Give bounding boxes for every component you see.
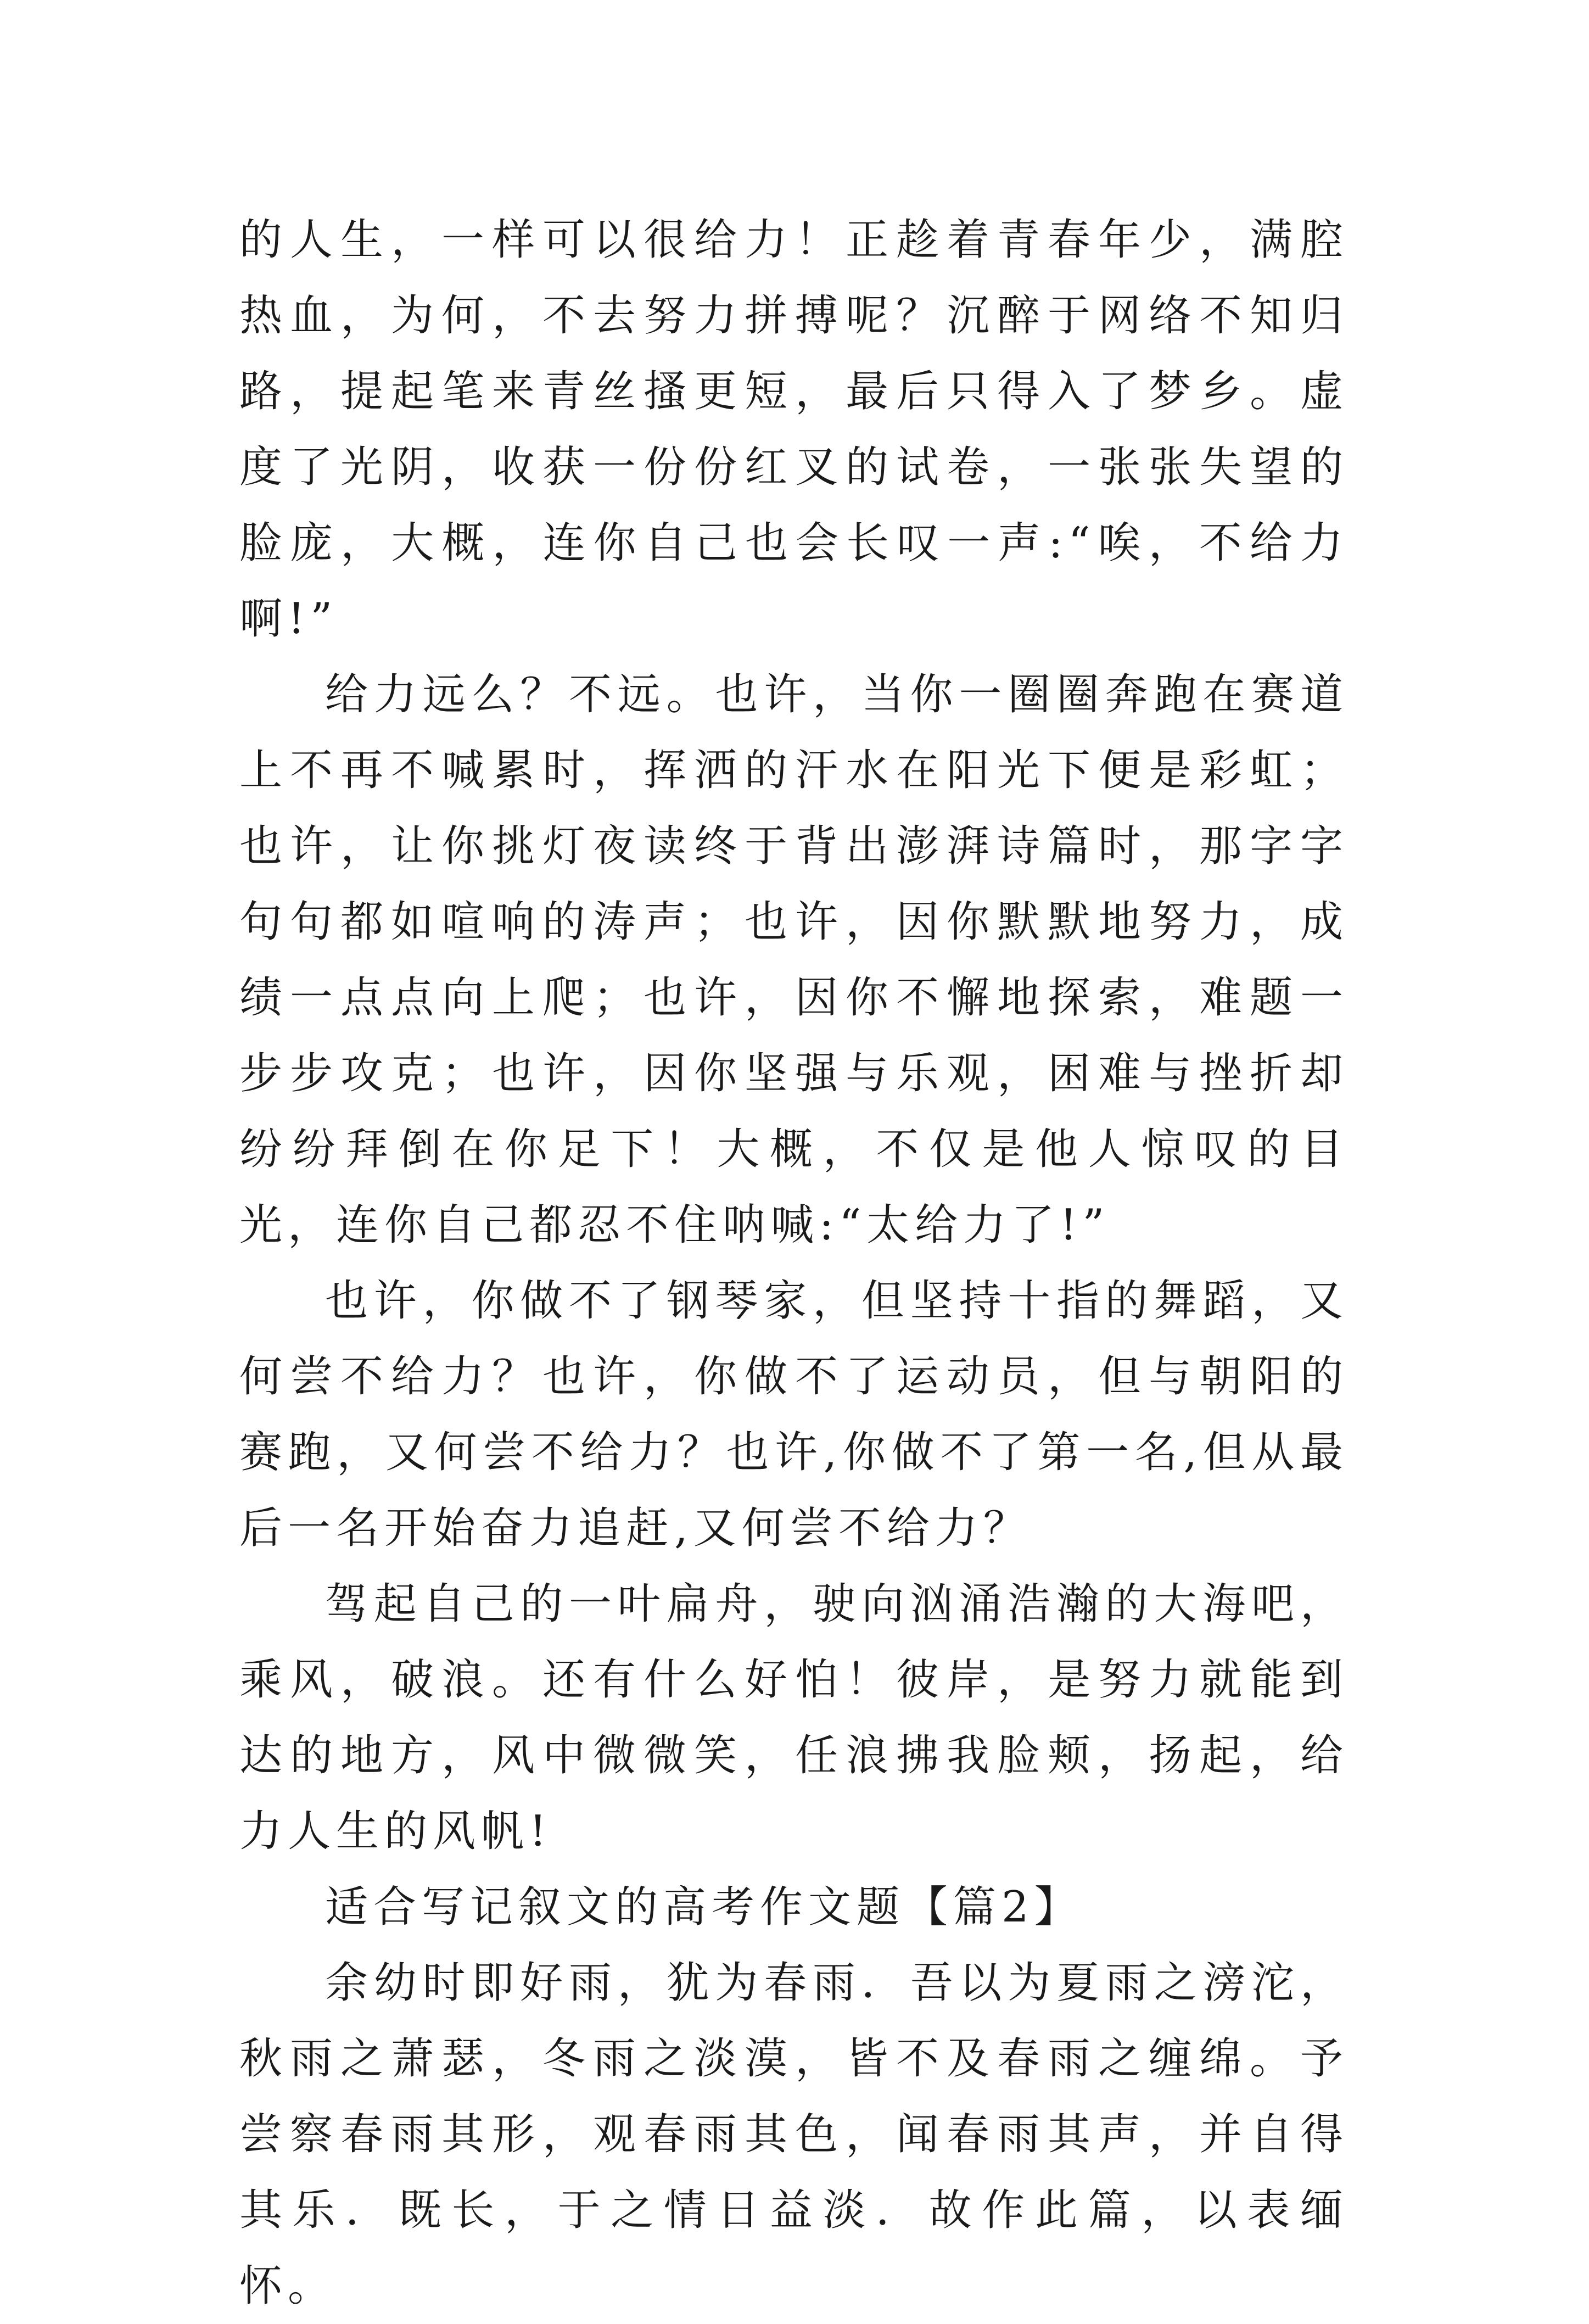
paragraph-sail: 驾起自己的一叶扁舟，驶向汹涌浩瀚的大海吧，乘风，破浪。还有什么好怕！彼岸，是努力就能到达的地方，风中微微笑，任浪拂我脸颊，扬起，给力人生的风帆! (239, 1579, 1349, 1856)
document-body (239, 202, 1349, 2324)
paragraph-continuation: 的人生，一样可以很给力！正趁着青春年少，满腔热血，为何，不去努力拼搏呢？沉醉于网络不知归路，提起笔来青丝搔更短，最后只得入了梦乡。虚度了光阴，收获一份份红叉的试卷，一张张失望的脸庞，大概，连你自己也会长叹一声:“唉，不给力啊!” (239, 215, 1349, 644)
section-heading: 适合写记叙文的高考作文题【篇2】 (325, 1882, 1083, 1932)
paragraph-geili-distance: 给力远么？不远。也许，当你一圈圈奔跑在赛道上不再不喊累时，挥洒的汗水在阳光下便是彩虹；也许，让你挑灯夜读终于背出澎湃诗篇时，那字字句句都如喧响的涛声；也许，因你默默地努力，成绩一点点向上爬；也许，因你不懈地探索，难题一步步攻克；也许，因你坚强与乐观，困难与挫折却纷纷拜倒在你足下！大概，不仅是他人惊叹的目光，连你自己都忍不住呐喊:“太给力了!” (239, 670, 1349, 1250)
paragraph-spring-rain: 余幼时即好雨，犹为春雨．吾以为夏雨之滂沱，秋雨之萧瑟，冬雨之淡漠，皆不及春雨之缠绵。予尝察春雨其形，观春雨其色，闻春雨其声，并自得其乐．既长，于之情日益淡．故作此篇，以表缅怀。 (239, 1958, 1349, 2311)
paragraph-perhaps: 也许，你做不了钢琴家，但坚持十指的舞蹈，又何尝不给力？也许，你做不了运动员，但与朝阳的赛跑，又何尝不给力？也许,你做不了第一名,但从最后一名开始奋力追赶,又何尝不给力？ (239, 1276, 1349, 1553)
